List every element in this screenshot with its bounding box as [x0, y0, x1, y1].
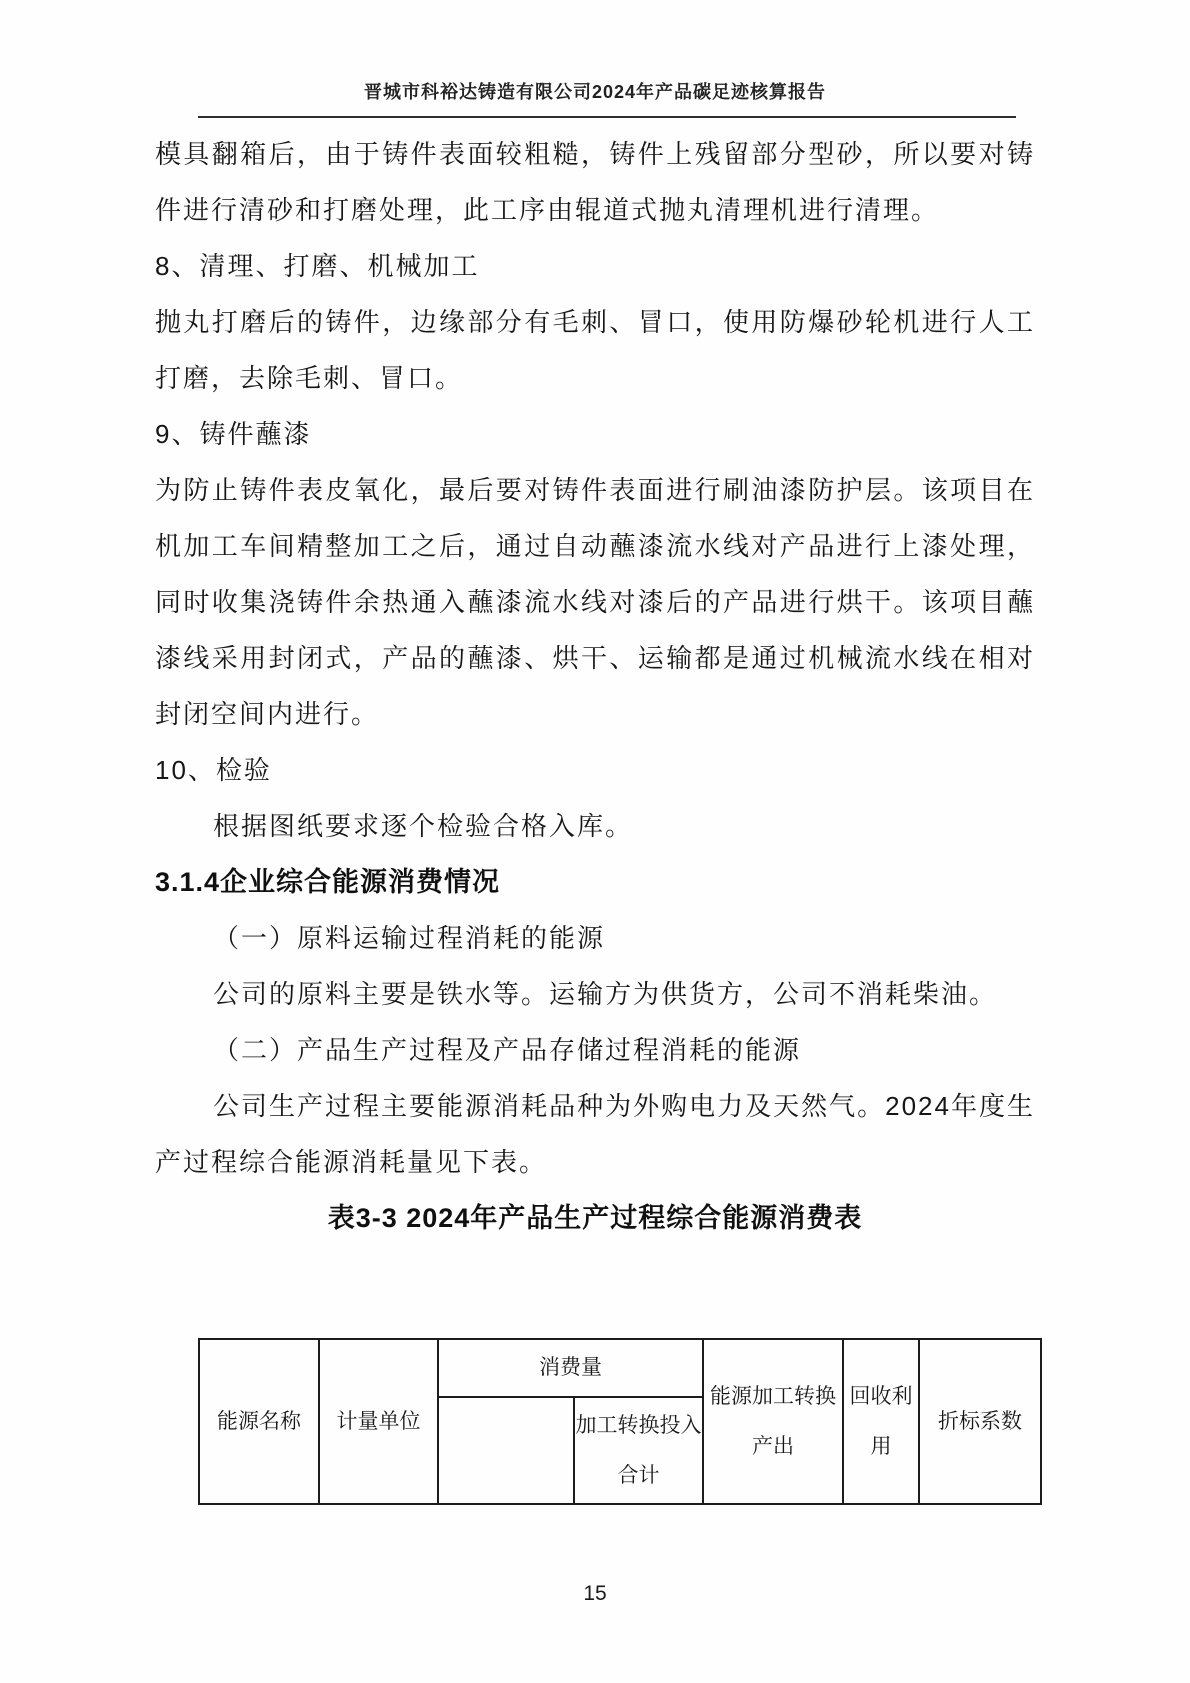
page-footer — [0, 1582, 1190, 1606]
col-header-energy-name: 能源名称 — [199, 1339, 319, 1504]
subsection-2-heading: （二）产品生产过程及产品存储过程消耗的能源 — [213, 1035, 802, 1065]
page-header — [0, 0, 1190, 118]
col-header-unit: 计量单位 — [319, 1339, 438, 1504]
paragraph-inspection: 根据图纸要求逐个检验合格入库。 — [213, 811, 634, 841]
list-item-8-heading: 8、清理、打磨、机械加工 — [155, 251, 480, 281]
col-header-recycling: 回收利用 — [843, 1339, 919, 1504]
energy-consumption-table — [198, 1338, 1042, 1505]
col-header-conversion-factor: 折标系数 — [919, 1339, 1041, 1504]
header-title: 晋城市科裕达铸造有限公司2024年产品碳足迹核算报告 — [363, 82, 827, 102]
subsection-1-heading: （一）原料运输过程消耗的能源 — [213, 923, 606, 953]
section-heading-3-1-4: 3.1.4企业综合能源消费情况 — [155, 867, 501, 897]
document-body — [155, 126, 1035, 1505]
col-subheader-processing-input-total: 加工转换投入合计 — [574, 1397, 703, 1504]
paragraph-grinding: 抛丸打磨后的铸件，边缘部分有毛刺、冒口，使用防爆砂轮机进行人工打磨，去除毛刺、冒口。 — [155, 307, 1035, 393]
paragraph-mold-cleaning: 模具翻箱后，由于铸件表面较粗糙，铸件上残留部分型砂，所以要对铸件进行清砂和打磨处理，此工序由辊道式抛丸清理机进行清理。 — [155, 139, 1035, 225]
page-number: 15 — [583, 1582, 607, 1605]
paragraph-raw-material-transport: 公司的原料主要是铁水等。运输方为供货方，公司不消耗柴油。 — [213, 979, 998, 1009]
list-item-9-heading: 9、铸件蘸漆 — [155, 419, 312, 449]
paragraph-paint-dipping: 为防止铸件表皮氧化，最后要对铸件表面进行刷油漆防护层。该项目在机加工车间精整加工之后，通过自动蘸漆流水线对产品进行上漆处理，同时收集浇铸件余热通入蘸漆流水线对漆后的产品进行烘干。该项目蘸漆线采用封闭式，产品的蘸漆、烘干、运输都是通过机械流水线在相对封闭空间内进行。 — [155, 475, 1035, 729]
table-title: 表3-3 2024年产品生产过程综合能源消费表 — [327, 1203, 863, 1233]
col-header-processing-output: 能源加工转换产出 — [703, 1339, 843, 1504]
col-subheader-consumption-blank — [438, 1397, 574, 1504]
col-header-consumption: 消费量 — [438, 1339, 703, 1397]
header-divider — [198, 116, 1016, 118]
paragraph-production-energy: 公司生产过程主要能源消耗品种为外购电力及天然气。2024年度生产过程综合能源消耗量见下表。 — [155, 1091, 1035, 1177]
list-item-10-heading: 10、检验 — [155, 755, 272, 785]
